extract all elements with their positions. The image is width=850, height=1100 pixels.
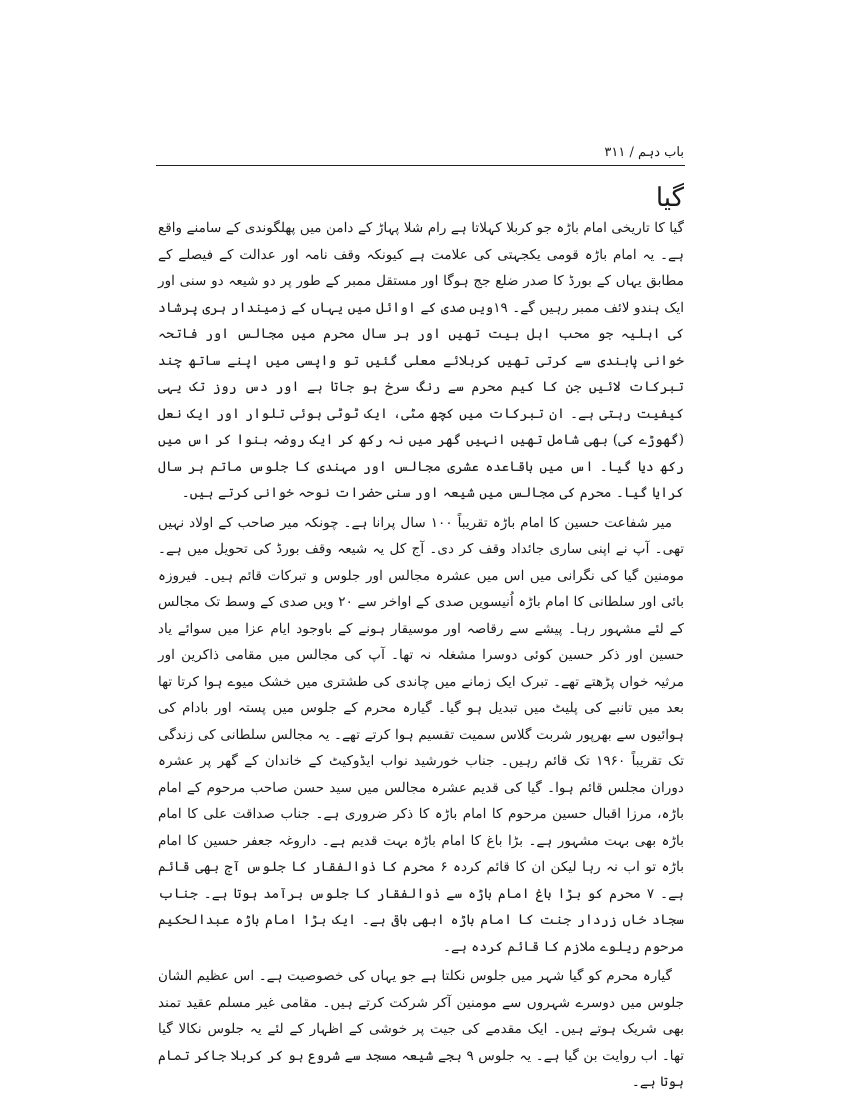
running-header: باب دہم / ۳۱۱ xyxy=(604,145,684,160)
header-rule xyxy=(156,165,685,166)
paragraph-3: گیارہ محرم کو گیا شہر میں جلوس نکلتا ہے جو یہاں کی خصوصیت ہے۔ اس عظیم الشان جلوس میں دوسرے شہروں سے مومنین آکر شرکت کرتے ہیں۔ مقامی غیر مسلم عقید تمند بھی شریک ہوتے ہیں۔ ایک مقدمے کی جیت پر خوشی کے اظہار کے لئے یہ جلوس نکالا گیا تھا۔ اب روایت بن گیا ہے۔ یہ جلوس ۹ بجے شیعہ مسجد سے شروع ہو کر کربلا جاکر تمام ہوتا ہے۔ xyxy=(158,968,684,1090)
paragraph-2: میر شفاعت حسین کا امام باڑہ تقریباً ۱۰۰ سال پرانا ہے۔ چونکہ میر صاحب کے اولاد نہیں تھی۔ آپ نے اپنی ساری جائداد وقف کر دی۔ آج کل یہ شیعہ وقف بورڈ کی تحویل میں ہے۔ مومنین گیا کی نگرانی میں اس میں عشرہ مجالس اور جلوس و تبرکات قائم ہیں۔ فیروزہ بائی اور سلطانی کا امام باڑہ اُنیسویں صدی کے اواخر سے ۲۰ ویں صدی کے وسط تک مجالس کے لئے مشہور رہا۔ پیشے سے رقاصہ اور موسیقار ہونے کے باوجود ایام عزا میں سوائے یاد حسین اور ذکر حسین کوئی دوسرا مشغلہ نہ تھا۔ آپ کی مجالس میں مقامی ذاکرین اور مرثیہ خواں پڑھتے تھے۔ تبرک ایک زمانے میں چاندی کی طشتری میں خشک میوے ہوا کرتا تھا بعد میں تانبے کی پلیٹ میں تبدیل ہو گیا۔ گیارہ محرم کے جلوس میں پستہ اور بادام کی ہوائیوں سے بھرپور شربت گلاس سمیت تقسیم ہوا کرتے تھے۔ یہ مجالس سلطانی کی زندگی تک تقریباً ۱۹۶۰ تک قائم رہیں۔ جناب خورشید نواب ایڈوکیٹ کے خاندان کے گھر پر عشرہ دوران مجلس قائم ہوا۔ گیا کی قدیم عشرہ مجالس میں سید حسن صاحب مرحوم کے امام باڑہ، مرزا اقبال حسین مرحوم کا امام باڑہ کا ذکر ضروری ہے۔ جناب صداقت علی کا امام باڑہ بھی بہت مشہور ہے۔ بڑا باغ کا امام باڑہ بہت قدیم ہے۔ داروغہ جعفر حسین کا امام باڑہ تو اب نہ رہا لیکن ان کا قائم کردہ ۶ محرم کا ذوالفقار کا جلوس آج بھی قائم ہے۔ ۷ محرم کو بڑا باغ امام باڑہ سے ذوالفقار کا جلوس برآمد ہوتا ہے۔ جناب سجاد خاں زردار جنت کا امام باڑہ ابھی باقی ہے۔ ایک بڑا امام باڑہ عبدالحکیم مرحوم ریلوے ملازم کا قائم کردہ ہے۔ xyxy=(158,514,685,955)
section-heading: گیا xyxy=(655,183,684,213)
page-content xyxy=(158,183,684,1099)
paragraph-1: گیا کا تاریخی امام باڑہ جو کربلا کہلاتا ہے رام شلا پہاڑ کے دامن میں پھلگوندی کے سامنے واقع ہے۔ یہ امام باڑہ قومی یکجہتی کی علامت ہے کیونکہ وقف نامہ اور عدالت کے فیصلے کے مطابق یہاں کے بورڈ کا صدر ضلع جج ہوگا اور مستقل ممبر کے طور پر دو شیعہ دو سنی اور ایک ہندو لائف ممبر رہیں گے۔ ۱۹ویں صدی کے اوائل میں یہاں کے زمیندار ہری پرشاد کی اہلیہ جو محب اہل بیت تھیں اور ہر سال محرم میں مجالس اور فاتحہ خوانی پابندی سے کرتی تھیں کربلائے معلی گئیں تو واپسی میں اپنے ساتھ چند تبرکات لائیں جن کا کیم محرم سے رنگ سرخ ہو جاتا ہے اور دس روز تک یہی کیفیت رہتی ہے۔ ان تبرکات میں کچھ مٹی، ایک ٹوٹی ہوئی تلوار اور ایک نعل (گھوڑے کی) بھی شامل تھیں انہیں گھر میں نہ رکھ کر ایک روضہ بنوا کر اس میں رکھ دیا گیا۔ اس میں باقاعدہ عشری مجالس اور مہندی کا جلوس ماتم ہر سال کرایا گیا۔ محرم کی مجالس میں شیعہ اور سنی حضرات نوحہ خوانی کرتے ہیں۔ xyxy=(158,220,684,501)
